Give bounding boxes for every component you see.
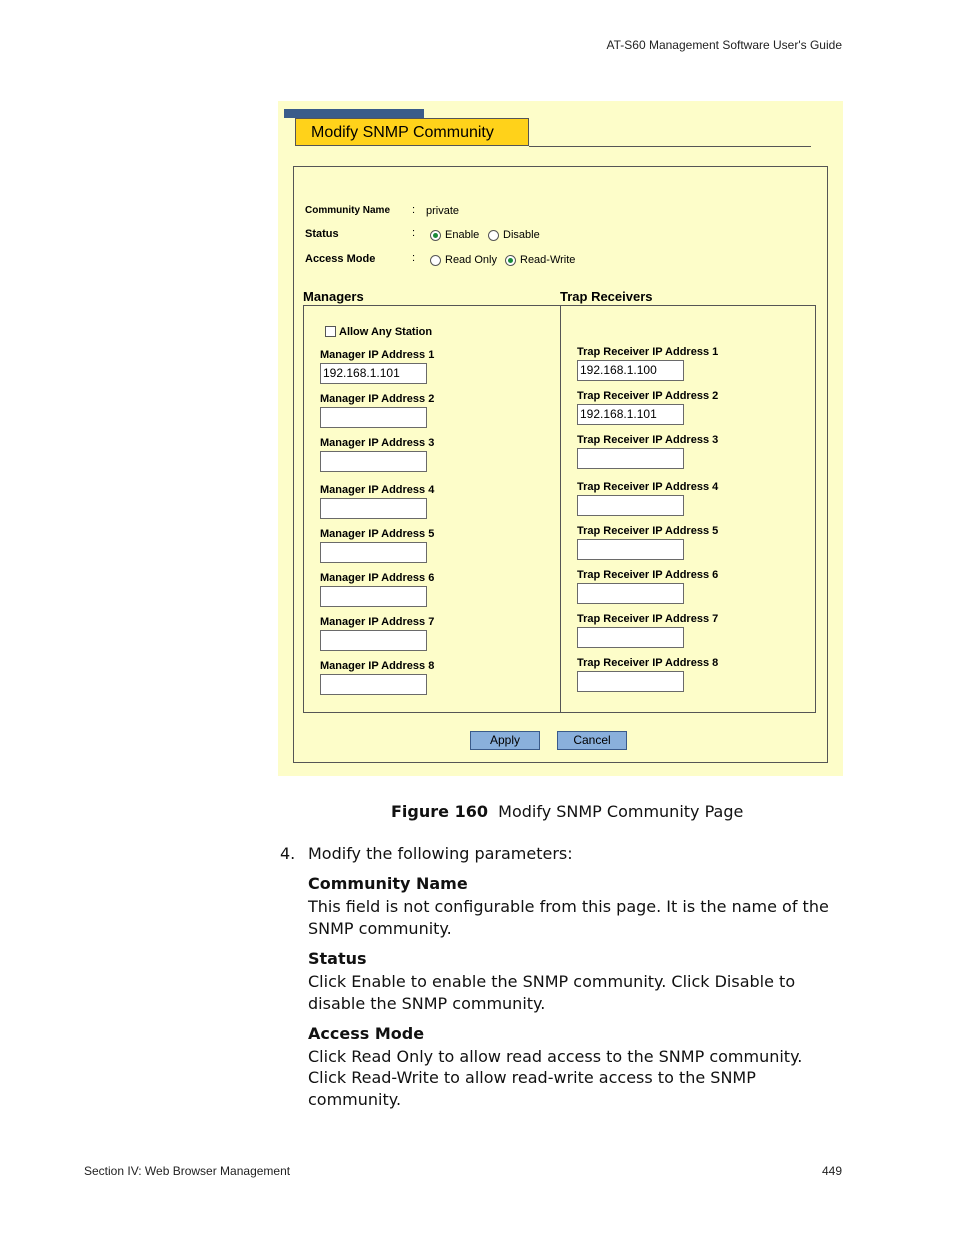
- managers-heading: Managers: [303, 289, 364, 304]
- param-description-line: Click Read Only to allow read access to the SNMP community.: [308, 1047, 803, 1066]
- manager-ip-input[interactable]: 192.168.1.101: [320, 363, 427, 384]
- manager-ip-label: Manager IP Address 8: [320, 660, 435, 672]
- status-label: Status: [305, 228, 339, 240]
- param-description-line: community.: [308, 1090, 402, 1109]
- community-name-label: Community Name: [305, 205, 391, 216]
- figure-number: Figure 160: [391, 802, 488, 821]
- param-description-line: Click Read-Write to allow read-write access to the SNMP: [308, 1068, 756, 1087]
- read-only-label[interactable]: Read Only: [445, 254, 497, 266]
- trap-receiver-ip-label: Trap Receiver IP Address 3: [577, 434, 719, 446]
- manager-ip-label: Manager IP Address 1: [320, 349, 435, 361]
- param-description-line: disable the SNMP community.: [308, 994, 546, 1013]
- trap-receiver-ip-label: Trap Receiver IP Address 4: [577, 481, 719, 493]
- manager-ip-input[interactable]: [320, 407, 427, 428]
- param-description-line: This field is not configurable from this page. It is the name of the: [308, 897, 829, 916]
- trap-receiver-ip-label: Trap Receiver IP Address 1: [577, 346, 719, 358]
- manager-ip-input[interactable]: [320, 451, 427, 472]
- step-number: 4.: [280, 844, 296, 863]
- manager-ip-label: Manager IP Address 2: [320, 393, 435, 405]
- trap-receiver-ip-input[interactable]: [577, 671, 684, 692]
- page-number: 449: [821, 1164, 842, 1178]
- allow-any-station-label[interactable]: Allow Any Station: [339, 326, 433, 338]
- page-tab-title: Modify SNMP Community: [295, 118, 529, 146]
- manager-ip-input[interactable]: [320, 674, 427, 695]
- tab-accent-bar: [284, 109, 424, 118]
- manager-ip-label: Manager IP Address 3: [320, 437, 435, 449]
- status-enable-radio[interactable]: [430, 230, 441, 241]
- manager-ip-input[interactable]: [320, 630, 427, 651]
- trap-receiver-ip-input[interactable]: [577, 448, 684, 469]
- manager-ip-label: Manager IP Address 6: [320, 572, 435, 584]
- trap-receiver-ip-label: Trap Receiver IP Address 5: [577, 525, 719, 537]
- trap-receiver-ip-label: Trap Receiver IP Address 8: [577, 657, 719, 669]
- column-divider: [560, 305, 561, 713]
- status-disable-radio[interactable]: [488, 230, 499, 241]
- read-write-label[interactable]: Read-Write: [520, 254, 576, 266]
- step-text: Modify the following parameters:: [308, 844, 573, 863]
- manager-ip-input[interactable]: [320, 498, 427, 519]
- param-description-line: SNMP community.: [308, 919, 452, 938]
- guide-title: AT-S60 Management Software User's Guide: [606, 38, 842, 52]
- trap-receiver-ip-input[interactable]: [577, 539, 684, 560]
- trap-receiver-ip-label: Trap Receiver IP Address 7: [577, 613, 719, 625]
- trap-receiver-ip-input[interactable]: [577, 495, 684, 516]
- community-name-value: private: [426, 205, 460, 217]
- param-heading: Community Name: [308, 874, 468, 893]
- trap-receiver-ip-input[interactable]: 192.168.1.100: [577, 360, 684, 381]
- param-heading: Status: [308, 949, 367, 968]
- figure-caption: [391, 802, 743, 821]
- footer-section: Section IV: Web Browser Management: [84, 1164, 291, 1178]
- param-heading: Access Mode: [308, 1024, 425, 1043]
- trap-receiver-ip-label: Trap Receiver IP Address 6: [577, 569, 719, 581]
- trap-receiver-ip-input[interactable]: [577, 583, 684, 604]
- allow-any-station-checkbox[interactable]: [325, 326, 336, 337]
- access-mode-separator: :: [412, 252, 416, 264]
- status-enable-label[interactable]: Enable: [445, 229, 480, 241]
- trap-receiver-ip-input[interactable]: [577, 627, 684, 648]
- manager-ip-label: Manager IP Address 7: [320, 616, 435, 628]
- param-description-line: Click Enable to enable the SNMP community. Click Disable to: [308, 972, 796, 991]
- manager-ip-input[interactable]: [320, 586, 427, 607]
- trap-receivers-heading: Trap Receivers: [560, 289, 653, 304]
- community-name-separator: :: [412, 204, 416, 216]
- trap-receiver-ip-input[interactable]: 192.168.1.101: [577, 404, 684, 425]
- manager-ip-label: Manager IP Address 4: [320, 484, 435, 496]
- manager-ip-input[interactable]: [320, 542, 427, 563]
- apply-button[interactable]: Apply: [470, 731, 540, 750]
- status-disable-label[interactable]: Disable: [503, 229, 540, 241]
- access-mode-label: Access Mode: [305, 253, 376, 265]
- figure-title: Modify SNMP Community Page: [498, 802, 744, 821]
- trap-receiver-ip-label: Trap Receiver IP Address 2: [577, 390, 719, 402]
- read-write-radio[interactable]: [505, 255, 516, 266]
- status-separator: :: [412, 227, 416, 239]
- cancel-button[interactable]: Cancel: [557, 731, 627, 750]
- manager-ip-label: Manager IP Address 5: [320, 528, 435, 540]
- read-only-radio[interactable]: [430, 255, 441, 266]
- tab-underline: [529, 146, 811, 147]
